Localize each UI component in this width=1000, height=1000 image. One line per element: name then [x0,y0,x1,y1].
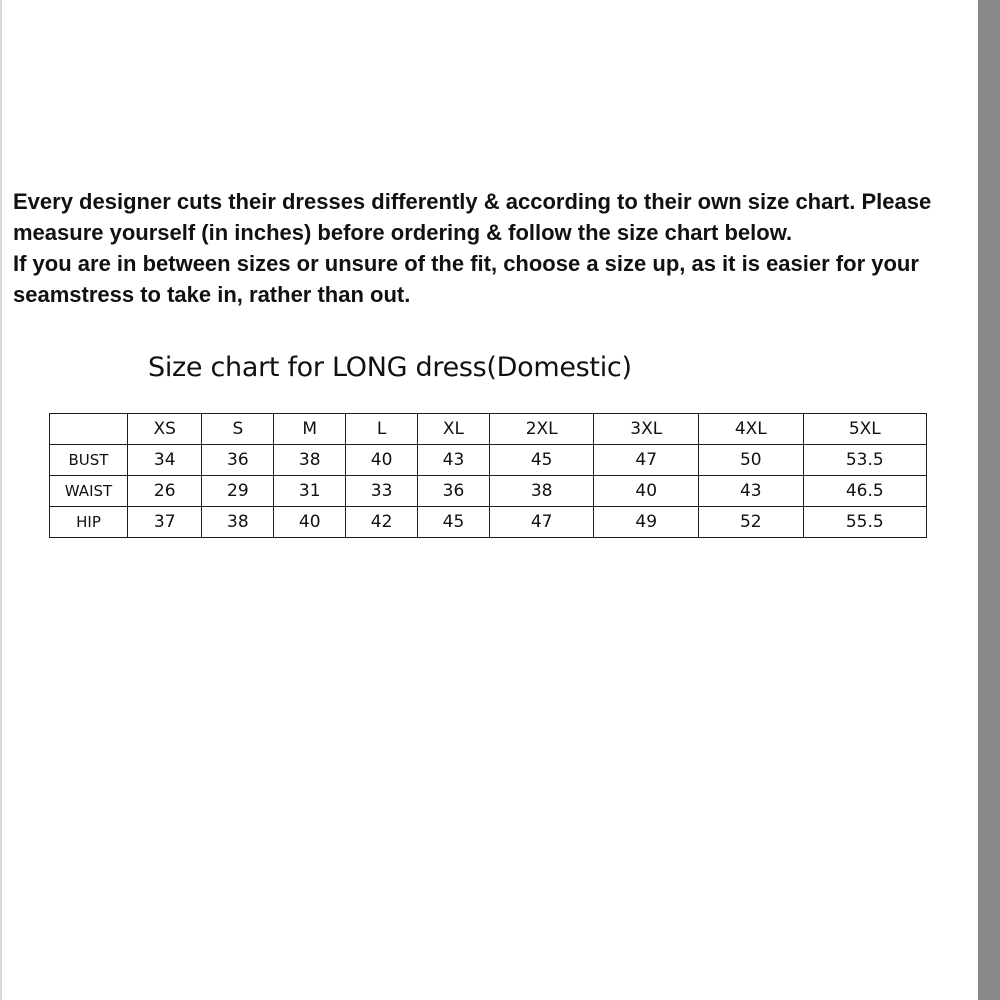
table-cell: 38 [274,445,346,476]
table-cell: 43 [699,476,804,507]
table-cell: 50 [699,445,804,476]
table-cell: 38 [489,476,594,507]
left-edge-line [0,0,2,1000]
size-table [49,413,927,538]
table-cell: 42 [346,507,418,538]
table-cell: 36 [418,476,490,507]
size-header-4xl: 4XL [699,414,804,445]
size-header-xl: XL [418,414,490,445]
table-cell: 43 [418,445,490,476]
table-cell: 52 [699,507,804,538]
table-cell: 40 [594,476,699,507]
table-cell: 31 [274,476,346,507]
table-row-hip [50,507,927,538]
table-cell: 29 [202,476,274,507]
table-cell: 45 [418,507,490,538]
table-cell: 36 [202,445,274,476]
scrollbar-track[interactable] [978,0,1000,1000]
row-label-waist: WAIST [50,476,128,507]
table-cell: 26 [128,476,202,507]
row-label-bust: BUST [50,445,128,476]
table-header-row [50,414,927,445]
size-header-s: S [202,414,274,445]
table-cell: 49 [594,507,699,538]
table-row-waist [50,476,927,507]
table-cell: 38 [202,507,274,538]
table-cell: 40 [274,507,346,538]
table-cell: 33 [346,476,418,507]
size-header-l: L [346,414,418,445]
table-cell: 37 [128,507,202,538]
size-header-2xl: 2XL [489,414,594,445]
table-corner-cell [50,414,128,445]
table-cell: 47 [489,507,594,538]
table-cell: 46.5 [803,476,926,507]
size-header-xs: XS [128,414,202,445]
intro-paragraph-2: If you are in between sizes or unsure of the fit, choose a size up, as it is easier for your seamstress to take in, rather than out. [13,251,919,307]
table-cell: 45 [489,445,594,476]
intro-paragraph-1: Every designer cuts their dresses differently & according to their own size chart. Please measure yourself (in inches) before ordering & follow the size chart below. [13,189,932,245]
table-cell: 47 [594,445,699,476]
intro-text [13,186,973,310]
row-label-hip: HIP [50,507,128,538]
table-cell: 55.5 [803,507,926,538]
size-header-m: M [274,414,346,445]
table-cell: 40 [346,445,418,476]
table-row-bust [50,445,927,476]
size-header-3xl: 3XL [594,414,699,445]
size-chart-title: Size chart for LONG dress(Domestic) [148,352,632,383]
size-header-5xl: 5XL [803,414,926,445]
table-cell: 53.5 [803,445,926,476]
table-cell: 34 [128,445,202,476]
